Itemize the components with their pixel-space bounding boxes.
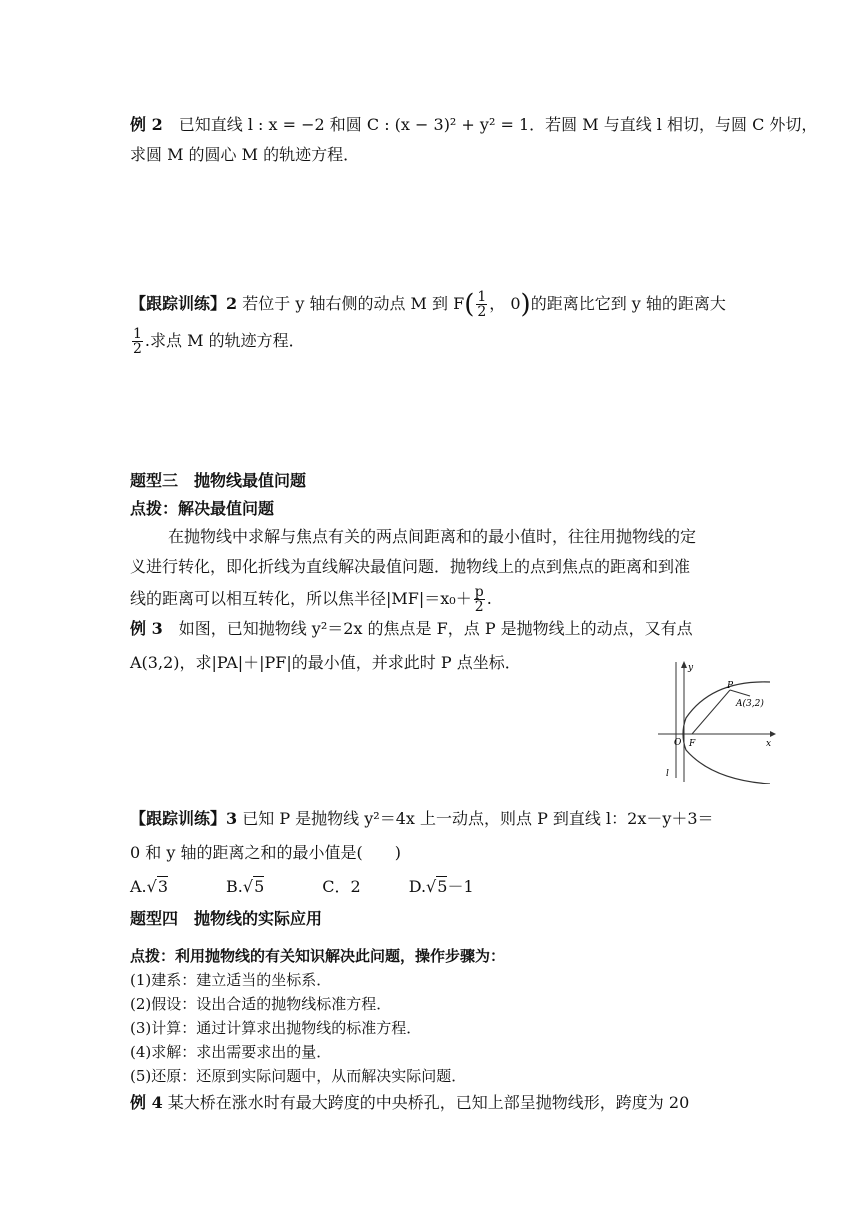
half-fraction: $\frac{1}{2}$	[133, 325, 142, 357]
type-4-tip: 点拨：利用抛物线的有关知识解决此问题，操作步骤为：	[130, 947, 506, 965]
step-3: (3)计算：通过计算求出抛物线的标准方程．	[130, 1019, 422, 1037]
type-3-section: 题型三 抛物线最值问题 点拨：解决最值问题 在抛物线中求解与焦点有关的两点间距离和的最小值时，往往用抛物线的定 义进行转化，即化折线为直线解决最值问题．抛物线上的点到焦点的距离和到准 线的距离可以相互转化，所以焦半径|MF|＝x₀＋ $\frac{p}{2}$ .	[130, 466, 696, 616]
point-p-label: P	[727, 681, 734, 691]
point-a-label: A(3,2)	[736, 699, 764, 709]
type-3-p2: 义进行转化，即化折线为直线解决最值问题．抛物线上的点到焦点的距离和到准	[130, 557, 691, 576]
type-3-p3: 线的距离可以相互转化，所以焦半径|MF|＝x₀＋	[130, 589, 472, 608]
segment-pf	[692, 690, 730, 734]
point-fraction: $\frac{1}{2}$	[477, 289, 487, 320]
x-axis-arrow	[770, 731, 776, 737]
training-3-label: 【跟踪训练】3	[130, 809, 238, 828]
training-2-text-c: .求点 M 的轨迹方程．	[144, 330, 305, 350]
step-5: (5)还原：还原到实际问题中，从而解决实际问题．	[130, 1067, 467, 1085]
step-2: (2)假设：设出合适的抛物线标准方程．	[130, 995, 392, 1013]
example-2-line2: 求圆 M 的圆心 M 的轨迹方程．	[130, 145, 360, 164]
type-4-heading: 题型四 抛物线的实际应用	[130, 909, 323, 928]
training-2-text-a: 若位于 y 轴右侧的动点 M 到 F	[237, 294, 465, 313]
option-b: B.√5	[226, 877, 265, 896]
example-3-label: 例 3	[130, 619, 163, 638]
training-3-line1: 已知 P 是抛物线 y²＝4x 上一动点，则点 P 到直线 l：2x－y＋3＝	[237, 809, 714, 828]
training-2-point-rest: ， 0	[489, 294, 521, 313]
type-4-section	[130, 904, 689, 1118]
example-4-line1: 某大桥在涨水时有最大跨度的中央桥孔，已知上部呈抛物线形，跨度为 20	[162, 1093, 690, 1112]
type-3-p1: 在抛物线中求解与焦点有关的两点间距离和的最小值时，往往用抛物线的定	[168, 527, 697, 546]
training-3	[130, 804, 714, 902]
example-3	[130, 614, 693, 678]
step-4: (4)求解：求出需要求出的量．	[130, 1043, 332, 1061]
type-3-tip-title: 点拨：解决最值问题	[130, 499, 275, 518]
type-3-heading: 题型三 抛物线最值问题	[130, 471, 307, 490]
training-2-text-b: 的距离比它到 y 轴的距离大	[530, 294, 726, 313]
y-axis-label: y	[688, 663, 694, 673]
example-3-line2: A(3,2)，求|PA|＋|PF|的最小值，并求此时 P 点坐标．	[130, 653, 521, 672]
training-3-options	[130, 872, 714, 902]
example-4-label: 例 4	[130, 1093, 163, 1112]
step-1: (1)建系：建立适当的坐标系．	[130, 971, 332, 989]
y-axis-arrow	[681, 661, 687, 668]
example-2	[130, 110, 817, 170]
p-over-2-fraction: $\frac{p}{2}$	[474, 584, 484, 615]
x-axis-label: x	[766, 739, 772, 749]
focus-label: F	[689, 739, 696, 749]
option-a: A.√3	[130, 877, 169, 896]
training-2-label: 【跟踪训练】2	[130, 294, 238, 313]
training-3-line2: 0 和 y 轴的距离之和的最小值是( )	[130, 843, 401, 862]
example-2-line1: 已知直线 l : x = −2 和圆 C : (x − 3)² + y² = 1．若圆 M 与直线 l 相切，与圆 C 外切，	[178, 115, 818, 134]
origin-label: O	[674, 738, 682, 748]
example-2-label: 例 2	[130, 115, 163, 134]
option-d: D.√5－1	[408, 877, 474, 896]
directrix-label: l	[666, 769, 669, 779]
parabola-curve	[683, 682, 770, 784]
training-2: 【跟踪训练】2 若位于 y 轴右侧的动点 M 到 F( $\frac{1}{2}$ ， 0)的距离比它到 y 轴的距离大 $\frac{1}{2}$ .求点 M 的轨迹方程．	[130, 289, 726, 357]
option-c: C．2	[322, 877, 361, 896]
parabola-figure	[652, 658, 782, 784]
example-3-line1: 如图，已知抛物线 y²＝2x 的焦点是 F，点 P 是抛物线上的动点，又有点	[162, 619, 693, 638]
